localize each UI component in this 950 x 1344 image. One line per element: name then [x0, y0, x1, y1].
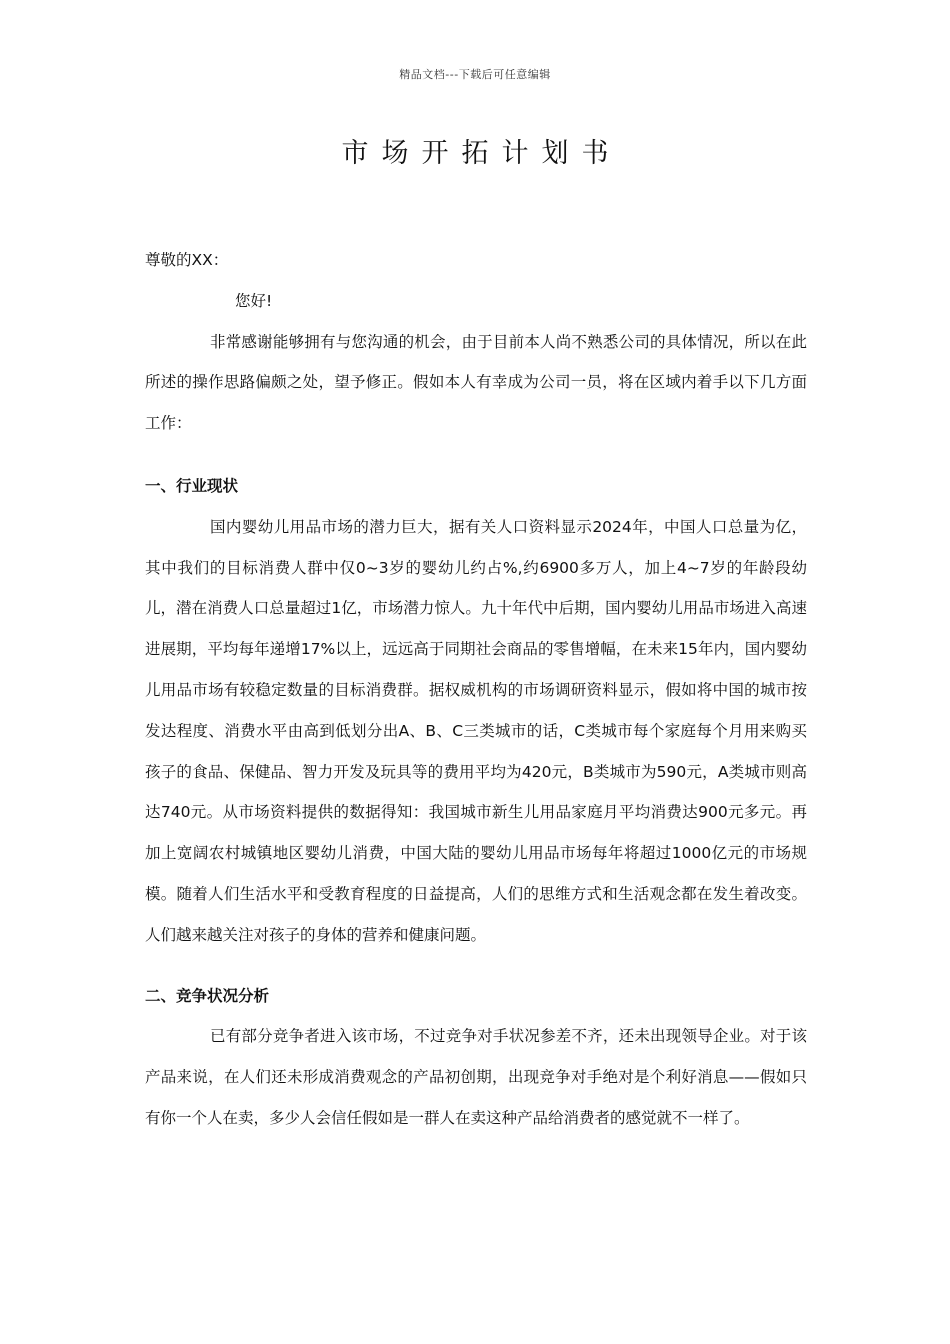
document-body	[145, 240, 807, 1139]
section-body-competition: 已有部分竞争者进入该市场，不过竞争对手状况参差不齐，还未出现领导企业。对于该产品来说，在人们还未形成消费观念的产品初创期，出现竞争对手绝对是个利好消息——假如只有你一个人在卖，多少人会信任假如是一群人在卖这种产品给消费者的感觉就不一样了。	[145, 1027, 807, 1127]
document-title: 市场开拓计划书	[341, 138, 622, 169]
section-body-industry: 国内婴幼儿用品市场的潜力巨大，据有关人口资料显示2024年，中国人口总量为亿，其中我们的目标消费人群中仅0~3岁的婴幼儿约占%,约6900多万人，加上4~7岁的年龄段幼儿，潜在消费人口总量超过1亿，市场潜力惊人。九十年代中后期，国内婴幼儿用品市场进入高速进展期，平均每年递增17%以上，远远高于同期社会商品的零售增幅，在未来15年内，国内婴幼儿用品市场有较稳定数量的目标消费群。据权威机构的市场调研资料显示，假如将中国的城市按发达程度、消费水平由高到低划分出A、B、C三类城市的话，C类城市每个家庭每个月用来购买孩子的食品、保健品、智力开发及玩具等的费用平均为420元，B类城市为590元，A类城市则高达740元。从市场资料提供的数据得知：我国城市新生儿用品家庭月平均消费达900元多元。再加上宽阔农村城镇地区婴幼儿消费，中国大陆的婴幼儿用品市场每年将超过1000亿元的市场规模。随着人们生活水平和受教育程度的日益提高，人们的思维方式和生活观念都在发生着改变。人们越来越关注对孩子的身体的营养和健康问题。	[145, 517, 807, 944]
intro-paragraph: 非常感谢能够拥有与您沟通的机会，由于目前本人尚不熟悉公司的具体情况，所以在此所述的操作思路偏颇之处，望予修正。假如本人有幸成为公司一员，将在区域内着手以下几方面工作：	[145, 332, 807, 433]
salutation: 尊敬的XX：	[145, 251, 229, 269]
page-header-note: 精品文档---下载后可任意编辑	[399, 68, 551, 81]
section-heading-competition: 二、竞争状况分析	[145, 986, 270, 1005]
section-heading-industry: 一、行业现状	[145, 476, 239, 495]
greeting: 您好!	[235, 291, 273, 310]
